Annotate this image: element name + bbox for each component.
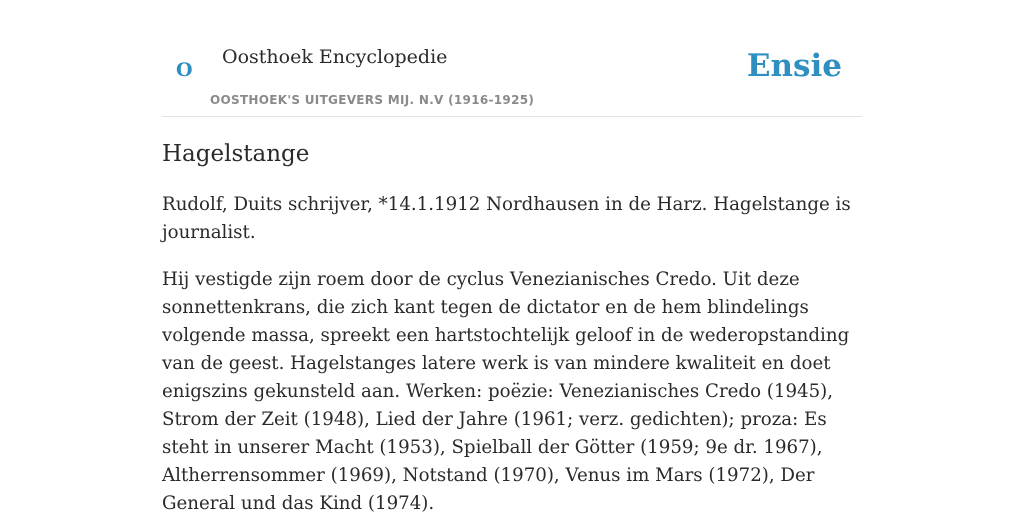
book-title[interactable]: Oosthoek Encyclopedie	[222, 46, 448, 68]
entry-paragraph: Hij vestigde zijn roem door de cyclus Venezianisches Credo. Uit deze sonnettenkrans, die zich kant tegen de dictator en de hem blindelings volgende massa, spreekt een hartstochtelijk geloof in de wederopstanding van de geest. Hagelstanges latere werk is van mindere kwaliteit en doet enigszins gekunsteld aan. Werken: poëzie: Venezianisches Credo (1945), Strom der Zeit (1948), Lied der Jahre (1961; verz. gedichten); proza: Es steht in unserer Macht (1953), Spielball der Götter (1959; 9e dr. 1967), Altherrensommer (1969), Notstand (1970), Venus im Mars (1972), Der General und das Kind (1974).	[162, 268, 850, 514]
entry-content	[162, 140, 867, 518]
entry-paragraph: Rudolf, Duits schrijver, *14.1.1912 Nordhausen in de Harz. Hagelstange is journalist.	[162, 193, 851, 243]
book-logo-mark[interactable]: o	[176, 52, 193, 83]
page-header	[162, 36, 862, 117]
publisher-subtitle: OOSTHOEK'S UITGEVERS MIJ. N.V (1916-1925)	[210, 93, 535, 107]
entry-title: Hagelstange	[162, 141, 310, 167]
ensie-brand-link[interactable]: Ensie	[746, 48, 842, 84]
